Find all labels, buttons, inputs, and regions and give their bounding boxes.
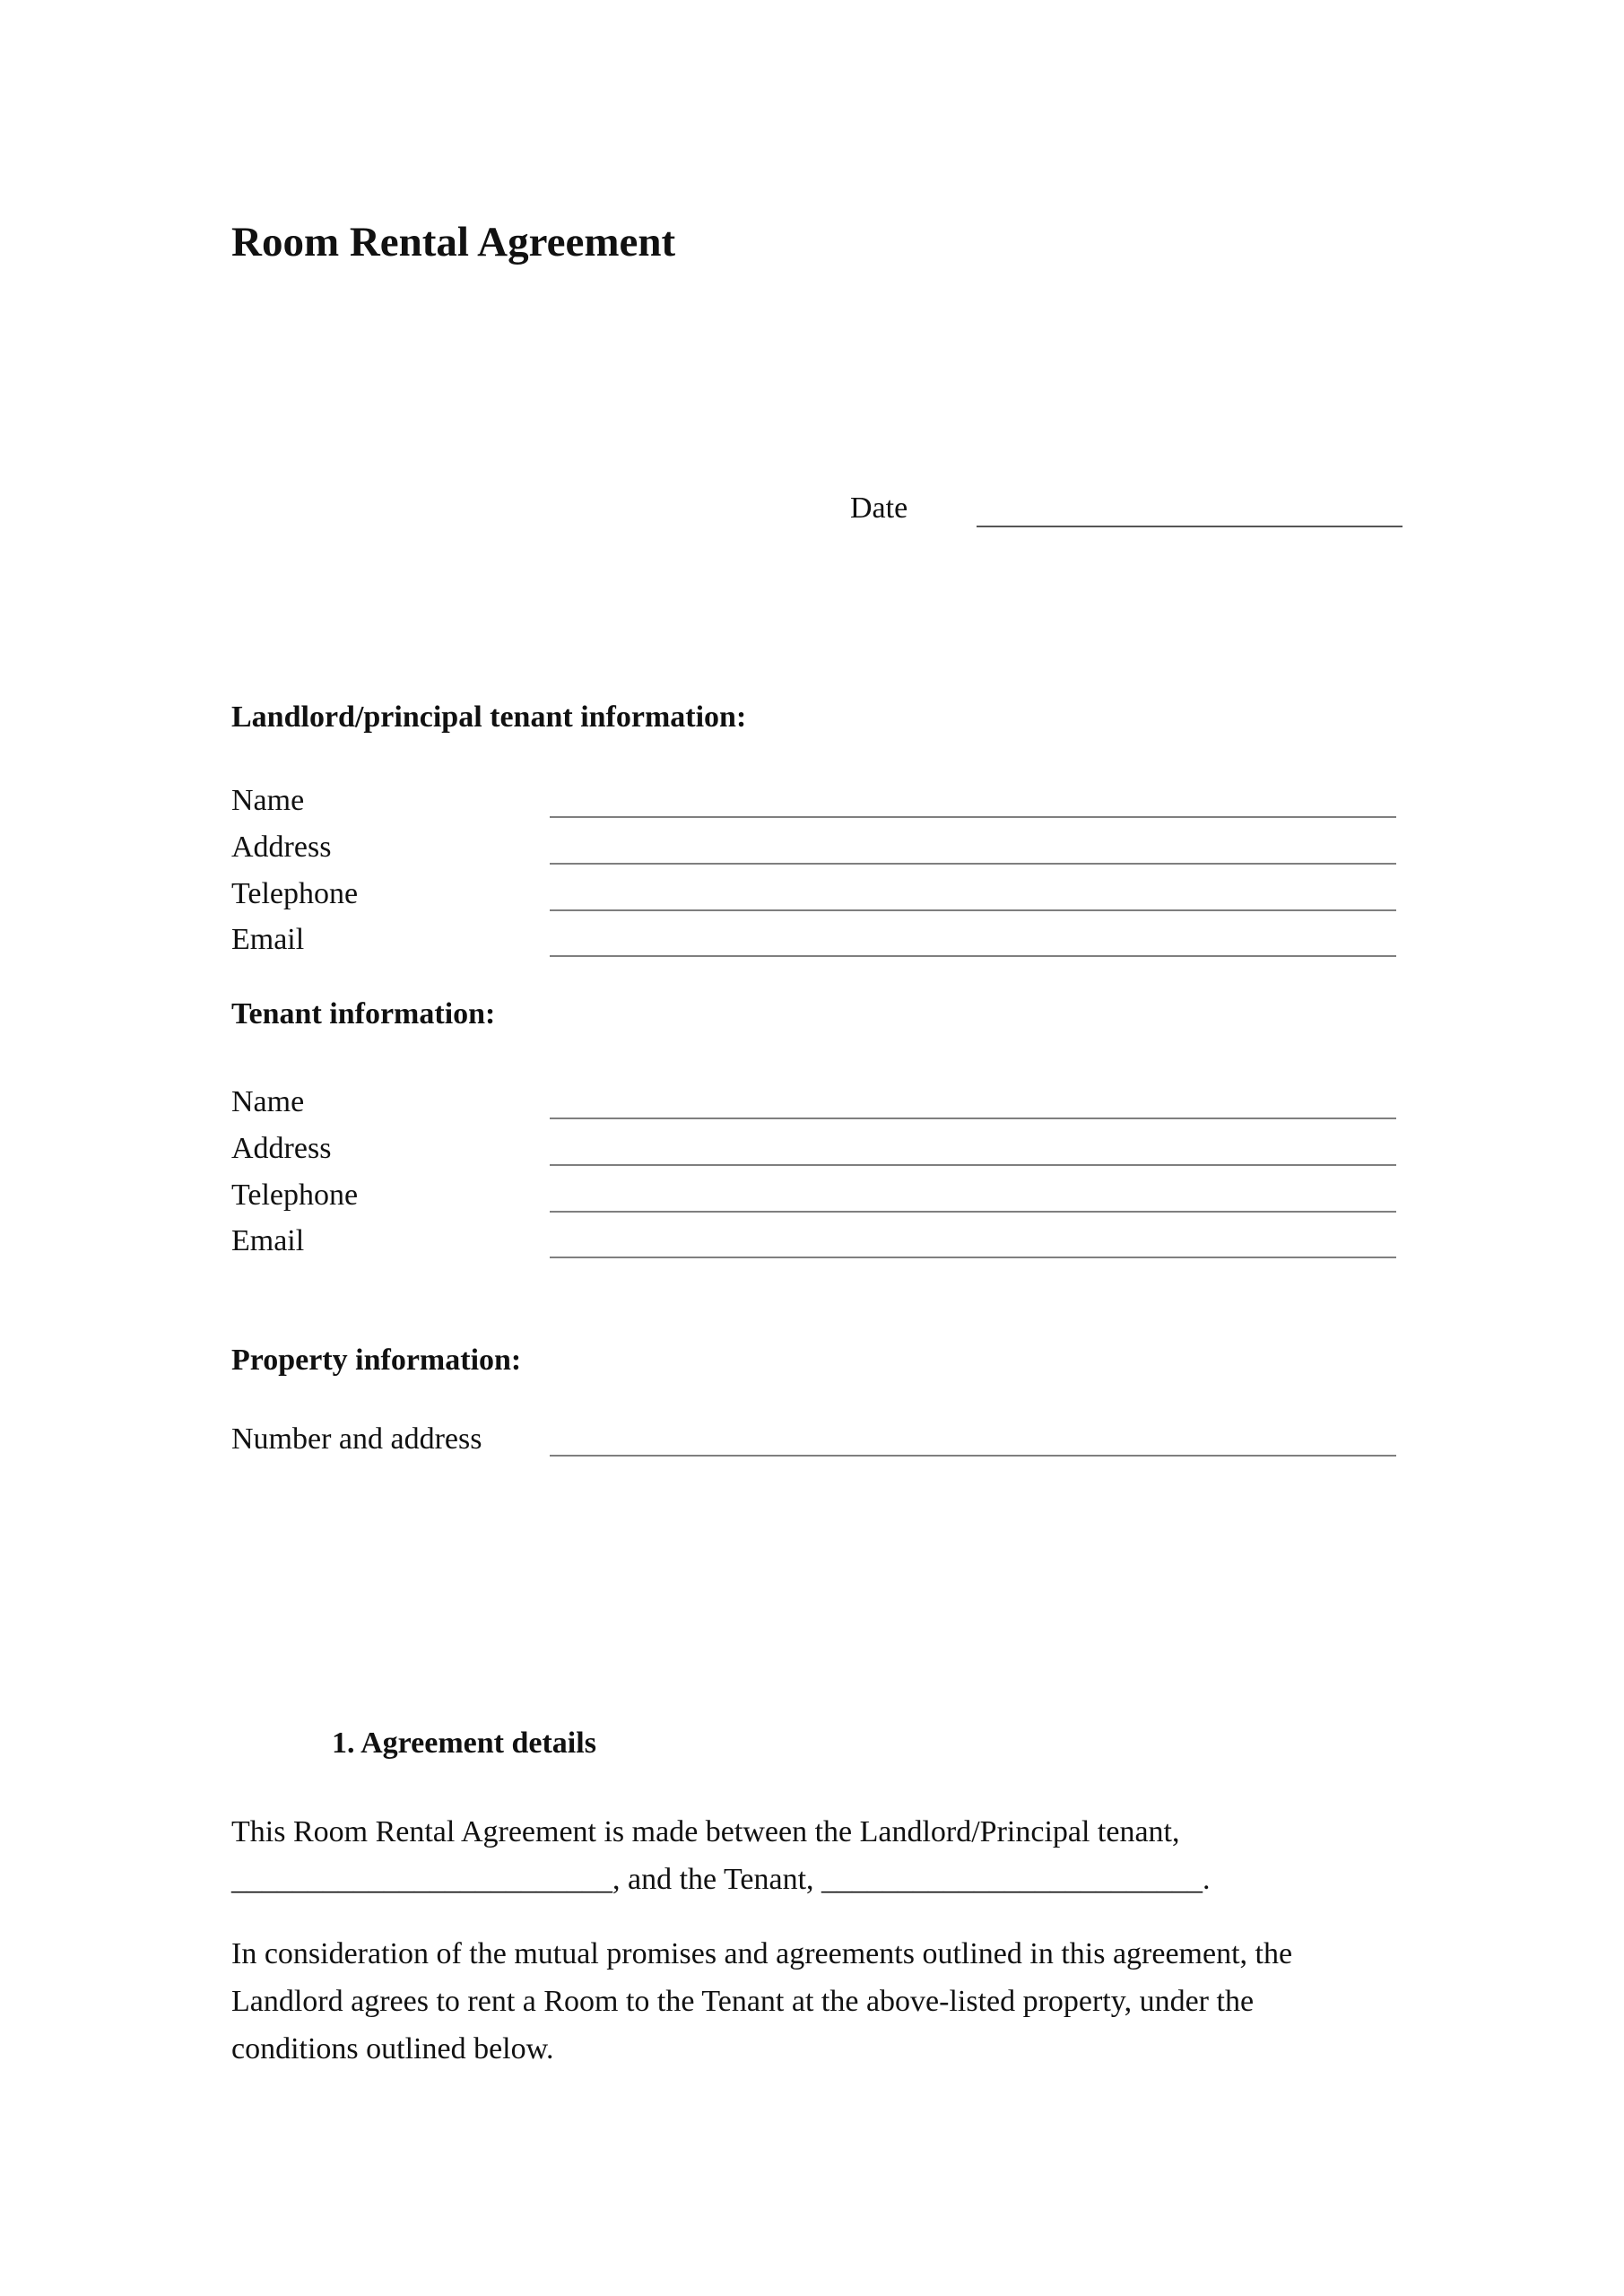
tenant-telephone-row: [231, 1177, 1396, 1213]
landlord-address-label: Address: [231, 831, 332, 864]
landlord-section-heading: Landlord/principal tenant information:: [231, 700, 747, 734]
agreement-paragraph-1: [231, 1808, 1415, 1903]
tenant-address-label: Address: [231, 1132, 332, 1165]
landlord-telephone-label: Telephone: [231, 877, 359, 910]
landlord-name-row: [231, 782, 1396, 818]
date-blank-line: [977, 526, 1403, 527]
agreement-paragraph-2-line-2: Landlord agrees to rent a Room to the Tenant at the above-listed property, under the: [231, 1985, 1255, 2018]
landlord-telephone-blank-line: [550, 909, 1396, 911]
landlord-name-blank-line: [550, 816, 1396, 818]
landlord-address-row: [231, 829, 1396, 865]
property-number-address-row: [231, 1421, 1396, 1457]
property-number-address-blank-line: [550, 1455, 1396, 1457]
tenant-email-blank-line: [550, 1257, 1396, 1258]
tenant-name-row: [231, 1083, 1396, 1119]
tenant-email-label: Email: [231, 1224, 305, 1257]
agreement-paragraph-2-line-1: In consideration of the mutual promises and agreements outlined in this agreement, the: [231, 1937, 1293, 1970]
landlord-telephone-row: [231, 875, 1396, 911]
property-number-address-label: Number and address: [231, 1422, 482, 1456]
tenant-address-row: [231, 1130, 1396, 1166]
landlord-address-blank-line: [550, 863, 1396, 865]
tenant-address-blank-line: [550, 1164, 1396, 1166]
agreement-paragraph-1-line-1: This Room Rental Agreement is made between the Landlord/Principal tenant,: [231, 1815, 1180, 1848]
document-title: Room Rental Agreement: [231, 219, 676, 265]
landlord-email-row: [231, 921, 1396, 957]
landlord-email-label: Email: [231, 923, 305, 956]
tenant-name-label: Name: [231, 1085, 305, 1118]
agreement-paragraph-2: [231, 1930, 1415, 2073]
landlord-name-label: Name: [231, 784, 305, 817]
landlord-email-blank-line: [550, 955, 1396, 957]
date-label: Date: [850, 491, 908, 525]
property-section-heading: Property information:: [231, 1344, 522, 1377]
date-field-row: [850, 490, 1403, 529]
tenant-telephone-blank-line: [550, 1211, 1396, 1213]
tenant-telephone-label: Telephone: [231, 1178, 359, 1212]
tenant-email-row: [231, 1222, 1396, 1258]
agreement-details-heading: 1. Agreement details: [332, 1726, 596, 1760]
agreement-paragraph-1-line-2: _________________________, and the Tenant, _________________________.: [231, 1863, 1211, 1896]
agreement-paragraph-2-line-3: conditions outlined below.: [231, 2032, 554, 2066]
tenant-name-blank-line: [550, 1118, 1396, 1119]
tenant-section-heading: Tenant information:: [231, 997, 496, 1031]
